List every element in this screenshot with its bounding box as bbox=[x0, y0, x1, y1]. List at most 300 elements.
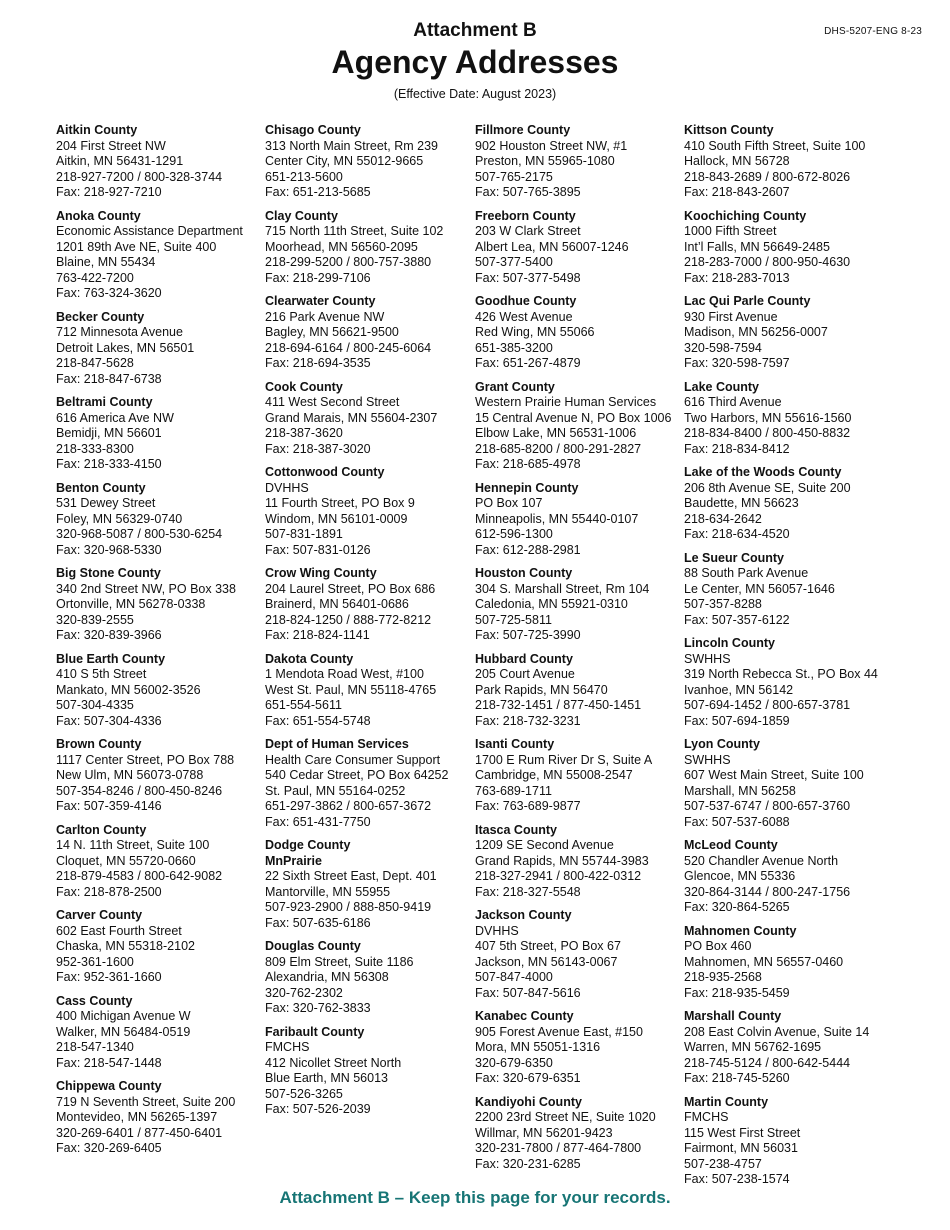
agency-detail-line: 218-547-1340 bbox=[56, 1040, 134, 1054]
agency-detail-line: Fax: 507-847-5616 bbox=[475, 985, 581, 1000]
agency-detail-line: 218-824-1250 / 888-772-8212 bbox=[265, 612, 432, 627]
agency-detail-line: 14 N. 11th Street, Suite 100 bbox=[56, 838, 210, 852]
agency-entry bbox=[265, 465, 503, 558]
agency-name: Chippewa County bbox=[56, 1079, 162, 1093]
agency-detail-line: Fax: 320-598-7597 bbox=[684, 356, 790, 370]
agency-entry bbox=[265, 1025, 503, 1118]
agency-detail-line: 763-422-7200 bbox=[56, 270, 134, 285]
address-column-1 bbox=[56, 123, 294, 1165]
agency-detail-line: 218-694-6164 / 800-245-6064 bbox=[265, 340, 432, 355]
agency-entry bbox=[56, 994, 294, 1072]
agency-detail-line: Fax: 651-554-5748 bbox=[265, 713, 371, 728]
agency-name: Koochiching County bbox=[684, 208, 807, 223]
page-title: Agency Addresses bbox=[331, 44, 619, 80]
agency-name: Aitkin County bbox=[56, 123, 138, 137]
agency-detail-line: Mora, MN 55051-1316 bbox=[475, 1040, 601, 1054]
agency-detail-line: 218-745-5124 / 800-642-5444 bbox=[684, 1055, 851, 1070]
agency-detail-line: Fax: 507-765-3895 bbox=[475, 185, 581, 199]
agency-detail-line: 218-834-8400 / 800-450-8832 bbox=[684, 426, 851, 440]
agency-detail-line: Fax: 320-968-5330 bbox=[56, 542, 162, 557]
attachment-label: Attachment B bbox=[413, 20, 537, 41]
agency-detail-line: Fax: 218-694-3535 bbox=[265, 356, 371, 370]
agency-name: Itasca County bbox=[475, 822, 557, 837]
agency-entry bbox=[475, 823, 713, 901]
agency-name: Marshall County bbox=[684, 1009, 782, 1023]
agency-entry bbox=[475, 652, 713, 730]
agency-detail-line: Fax: 320-864-5265 bbox=[684, 900, 790, 914]
agency-name: Lincoln County bbox=[684, 636, 775, 650]
agency-detail-line: 507-537-6747 / 800-657-3760 bbox=[684, 799, 851, 813]
agency-detail-line: Aitkin, MN 56431-1291 bbox=[56, 154, 184, 168]
agency-entry bbox=[684, 924, 922, 1002]
agency-detail-line: Fax: 218-547-1448 bbox=[56, 1055, 162, 1070]
agency-entry bbox=[475, 380, 713, 473]
agency-detail-line: 216 Park Avenue NW bbox=[265, 309, 385, 324]
agency-detail-line: 1 Mendota Road West, #100 bbox=[265, 667, 424, 681]
agency-detail-line: 411 West Second Street bbox=[265, 395, 400, 409]
agency-detail-line: Montevideo, MN 56265-1397 bbox=[56, 1110, 218, 1124]
agency-detail-line: Ivanhoe, MN 56142 bbox=[684, 682, 794, 697]
agency-detail-line: Chaska, MN 55318-2102 bbox=[56, 939, 195, 953]
agency-detail-line: DVHHS bbox=[475, 923, 519, 938]
agency-entry bbox=[56, 1079, 294, 1157]
agency-detail-line: Moorhead, MN 56560-2095 bbox=[265, 239, 418, 254]
agency-detail-line: Cloquet, MN 55720-0660 bbox=[56, 853, 196, 868]
agency-entry bbox=[684, 294, 922, 372]
agency-name: Hennepin County bbox=[475, 480, 579, 495]
agency-detail-line: Elbow Lake, MN 56531-1006 bbox=[475, 426, 637, 440]
agency-detail-line: 88 South Park Avenue bbox=[684, 566, 809, 580]
agency-entry bbox=[265, 566, 503, 644]
agency-detail-line: 507-694-1452 / 800-657-3781 bbox=[684, 698, 851, 712]
agency-detail-line: 320-864-3144 / 800-247-1756 bbox=[684, 884, 851, 899]
agency-detail-line: Preston, MN 55965-1080 bbox=[475, 154, 615, 168]
agency-detail-line: 400 Michigan Avenue W bbox=[56, 1009, 191, 1023]
agency-detail-line: Fax: 218-847-6738 bbox=[56, 371, 162, 386]
agency-detail-line: 218-283-7000 / 800-950-4630 bbox=[684, 255, 851, 269]
agency-detail-line: Fax: 218-299-7106 bbox=[265, 270, 371, 285]
agency-detail-line: SWHHS bbox=[684, 752, 731, 767]
agency-detail-line: 218-935-2568 bbox=[684, 970, 762, 984]
agency-detail-line: 1000 Fifth Street bbox=[684, 224, 777, 238]
agency-detail-line: 607 West Main Street, Suite 100 bbox=[684, 768, 864, 782]
agency-detail-line: Fax: 218-834-8412 bbox=[684, 441, 790, 456]
agency-detail-line: Int’l Falls, MN 56649-2485 bbox=[684, 239, 830, 254]
agency-detail-line: Fax: 218-333-4150 bbox=[56, 457, 162, 471]
agency-detail-line: 507-725-5811 bbox=[475, 612, 552, 627]
agency-detail-line: 540 Cedar Street, PO Box 64252 bbox=[265, 768, 449, 782]
agency-name: Martin County bbox=[684, 1094, 769, 1109]
agency-detail-line: FMCHS bbox=[684, 1110, 729, 1124]
agency-name: Crow Wing County bbox=[265, 566, 377, 580]
agency-detail-line: 11 Fourth Street, PO Box 9 bbox=[265, 496, 415, 510]
agency-name: Anoka County bbox=[56, 208, 141, 223]
agency-entry bbox=[56, 395, 294, 473]
agency-detail-line: 507-847-4000 bbox=[475, 970, 553, 984]
agency-name: Faribault County bbox=[265, 1024, 365, 1039]
agency-detail-line: Western Prairie Human Services bbox=[475, 395, 657, 409]
agency-detail-line: 1209 SE Second Avenue bbox=[475, 838, 614, 852]
agency-detail-line: Marshall, MN 56258 bbox=[684, 783, 796, 798]
agency-detail-line: 507-357-8288 bbox=[684, 597, 762, 611]
agency-detail-line: New Ulm, MN 56073-0788 bbox=[56, 768, 204, 782]
agency-detail-line: Walker, MN 56484-0519 bbox=[56, 1024, 191, 1039]
agency-entry bbox=[684, 636, 922, 729]
agency-detail-line: 218-299-5200 / 800-757-3880 bbox=[265, 255, 432, 269]
agency-detail-line: 651-297-3862 / 800-657-3672 bbox=[265, 799, 432, 813]
agency-detail-line: Fax: 763-689-9877 bbox=[475, 799, 581, 813]
page-header bbox=[0, 20, 950, 103]
agency-detail-line: Fax: 952-361-1660 bbox=[56, 970, 162, 984]
agency-name: Clearwater County bbox=[265, 294, 376, 308]
agency-entry bbox=[475, 481, 713, 559]
address-column-4 bbox=[684, 123, 922, 1196]
agency-detail-line: 507-765-2175 bbox=[475, 169, 553, 184]
agency-detail-line: Fax: 218-843-2607 bbox=[684, 185, 790, 199]
agency-detail-line: 218-879-4583 / 800-642-9082 bbox=[56, 869, 223, 883]
agency-detail-line: 507-831-1891 bbox=[265, 527, 343, 541]
agency-detail-line: Le Center, MN 56057-1646 bbox=[684, 581, 835, 596]
agency-detail-line: 320-762-2302 bbox=[265, 985, 343, 1000]
agency-detail-line: 320-231-7800 / 877-464-7800 bbox=[475, 1141, 642, 1155]
agency-detail-line: Grand Rapids, MN 55744-3983 bbox=[475, 853, 649, 868]
agency-detail-line: Fax: 763-324-3620 bbox=[56, 286, 162, 300]
agency-detail-line: Willmar, MN 56201-9423 bbox=[475, 1125, 613, 1140]
agency-name: Clay County bbox=[265, 208, 338, 223]
agency-detail-line: Bagley, MN 56621-9500 bbox=[265, 325, 399, 339]
agency-detail-line: 340 2nd Street NW, PO Box 338 bbox=[56, 581, 236, 596]
agency-detail-line: Fax: 507-694-1859 bbox=[684, 713, 790, 728]
agency-detail-line: Fax: 218-745-5260 bbox=[684, 1071, 790, 1085]
agency-entry bbox=[684, 465, 922, 543]
agency-detail-line: 218-387-3620 bbox=[265, 426, 343, 440]
agency-detail-line: Caledonia, MN 55921-0310 bbox=[475, 597, 628, 611]
agency-name: Chisago County bbox=[265, 123, 361, 137]
agency-entry bbox=[56, 652, 294, 730]
agency-detail-line: Mantorville, MN 55955 bbox=[265, 884, 391, 899]
agency-detail-line: 616 America Ave NW bbox=[56, 410, 174, 425]
agency-entry bbox=[475, 123, 713, 201]
agency-detail-line: 218-847-5628 bbox=[56, 356, 134, 370]
agency-detail-line: 507-304-4335 bbox=[56, 698, 134, 712]
agency-detail-line: 218-927-7200 / 800-328-3744 bbox=[56, 169, 223, 184]
agency-detail-line: Fax: 507-526-2039 bbox=[265, 1102, 371, 1116]
agency-detail-line: 1700 E Rum River Dr S, Suite A bbox=[475, 752, 653, 767]
agency-name: Blue Earth County bbox=[56, 651, 166, 666]
agency-detail-line: FMCHS bbox=[265, 1040, 310, 1054]
agency-detail-line: Fax: 218-732-3231 bbox=[475, 713, 581, 728]
agency-detail-line: DVHHS bbox=[265, 480, 309, 495]
agency-detail-line: 612-596-1300 bbox=[475, 527, 553, 541]
agency-detail-line: 218-732-1451 / 877-450-1451 bbox=[475, 698, 642, 712]
agency-entry bbox=[56, 566, 294, 644]
agency-detail-line: 410 South Fifth Street, Suite 100 bbox=[684, 138, 866, 153]
agency-name: Dept of Human Services bbox=[265, 737, 409, 751]
agency-detail-line: 320-598-7594 bbox=[684, 340, 762, 355]
agency-detail-line: Cambridge, MN 55008-2547 bbox=[475, 768, 633, 782]
agency-detail-line: Madison, MN 56256-0007 bbox=[684, 325, 828, 339]
agency-detail-line: 412 Nicollet Street North bbox=[265, 1055, 402, 1070]
agency-detail-line: 1201 89th Ave NE, Suite 400 bbox=[56, 239, 217, 254]
agency-detail-line: 15 Central Avenue N, PO Box 1006 bbox=[475, 410, 672, 425]
agency-detail-line: 507-238-4757 bbox=[684, 1156, 762, 1171]
agency-entry bbox=[684, 209, 922, 287]
agency-detail-line: Albert Lea, MN 56007-1246 bbox=[475, 239, 629, 254]
agency-detail-line: Fax: 507-831-0126 bbox=[265, 542, 371, 557]
agency-detail-line: Center City, MN 55012-9665 bbox=[265, 154, 424, 168]
agency-detail-line: Fax: 507-304-4336 bbox=[56, 713, 162, 728]
agency-detail-line: 520 Chandler Avenue North bbox=[684, 853, 839, 868]
agency-detail-line: Ortonville, MN 56278-0338 bbox=[56, 597, 206, 611]
agency-entry bbox=[56, 908, 294, 986]
agency-detail-line: Fax: 218-634-4520 bbox=[684, 527, 790, 541]
agency-detail-line: Glencoe, MN 55336 bbox=[684, 869, 796, 883]
agency-detail-line: 651-385-3200 bbox=[475, 340, 553, 355]
agency-detail-line: Detroit Lakes, MN 56501 bbox=[56, 340, 195, 355]
agency-detail-line: 320-839-2555 bbox=[56, 612, 134, 627]
agency-detail-line: Red Wing, MN 55066 bbox=[475, 325, 595, 339]
agency-entry bbox=[56, 823, 294, 901]
agency-detail-line: 602 East Fourth Street bbox=[56, 923, 182, 938]
agency-entry bbox=[684, 1009, 922, 1087]
agency-name: Hubbard County bbox=[475, 651, 573, 666]
agency-detail-line: 531 Dewey Street bbox=[56, 496, 156, 510]
agency-name: Houston County bbox=[475, 566, 573, 580]
agency-detail-line: Fax: 320-679-6351 bbox=[475, 1071, 581, 1085]
agency-detail-line: 1117 Center Street, PO Box 788 bbox=[56, 752, 235, 767]
agency-detail-line: PO Box 107 bbox=[475, 496, 543, 510]
agency-detail-line: 712 Minnesota Avenue bbox=[56, 325, 183, 339]
agency-detail-line: 204 First Street NW bbox=[56, 138, 166, 153]
agency-detail-line: 2200 23rd Street NE, Suite 1020 bbox=[475, 1110, 656, 1124]
agency-detail-line: 205 Court Avenue bbox=[475, 667, 575, 681]
agency-detail-line: Mahnomen, MN 56557-0460 bbox=[684, 954, 844, 969]
agency-detail-line: 218-843-2689 / 800-672-8026 bbox=[684, 169, 851, 184]
agency-detail-line: Fax: 320-762-3833 bbox=[265, 1001, 371, 1015]
agency-name: Cook County bbox=[265, 379, 343, 394]
agency-entry bbox=[56, 209, 294, 302]
agency-detail-line: 905 Forest Avenue East, #150 bbox=[475, 1024, 643, 1039]
agency-detail-line: Fax: 507-359-4146 bbox=[56, 799, 162, 813]
agency-detail-line: 507-377-5400 bbox=[475, 255, 553, 269]
agency-entry bbox=[475, 908, 713, 1001]
agency-name: Le Sueur County bbox=[684, 550, 785, 565]
agency-name: Big Stone County bbox=[56, 566, 161, 580]
agency-detail-line: 407 5th Street, PO Box 67 bbox=[475, 939, 621, 953]
agency-name: Dakota County bbox=[265, 651, 354, 666]
agency-detail-line: Fax: 507-537-6088 bbox=[684, 814, 790, 829]
agency-detail-line: 320-679-6350 bbox=[475, 1055, 553, 1070]
agency-entry bbox=[265, 652, 503, 730]
agency-entry bbox=[684, 1095, 922, 1188]
agency-detail-line: Jackson, MN 56143-0067 bbox=[475, 954, 618, 969]
agency-name: Kittson County bbox=[684, 123, 774, 137]
agency-detail-line: St. Paul, MN 55164-0252 bbox=[265, 783, 406, 798]
address-column-3 bbox=[475, 123, 713, 1180]
agency-detail-line: Fax: 218-327-5548 bbox=[475, 884, 581, 899]
agency-detail-line: Fax: 218-387-3020 bbox=[265, 441, 371, 456]
agency-detail-line: Alexandria, MN 56308 bbox=[265, 970, 389, 984]
agency-detail-line: Fax: 218-283-7013 bbox=[684, 270, 790, 285]
agency-name: Carlton County bbox=[56, 822, 147, 837]
agency-name: Carver County bbox=[56, 908, 143, 922]
agency-entry bbox=[684, 123, 922, 201]
agency-detail-line: Fax: 651-267-4879 bbox=[475, 356, 581, 370]
agency-name: Isanti County bbox=[475, 737, 555, 751]
agency-name: Brown County bbox=[56, 737, 142, 751]
agency-name: MnPrairie bbox=[265, 853, 322, 868]
agency-name: Kandiyohi County bbox=[475, 1094, 582, 1109]
agency-detail-line: Blaine, MN 55434 bbox=[56, 255, 156, 269]
agency-name: Kanabec County bbox=[475, 1009, 574, 1023]
agency-entry bbox=[475, 1009, 713, 1087]
agency-detail-line: 218-685-8200 / 800-291-2827 bbox=[475, 441, 642, 456]
agency-entry bbox=[684, 551, 922, 629]
agency-detail-line: Blue Earth, MN 56013 bbox=[265, 1071, 388, 1085]
agency-detail-line: Brainerd, MN 56401-0686 bbox=[265, 597, 409, 611]
agency-name: Freeborn County bbox=[475, 208, 576, 223]
agency-name: Beltrami County bbox=[56, 395, 153, 409]
agency-entry bbox=[56, 310, 294, 388]
agency-detail-line: Fax: 507-357-6122 bbox=[684, 612, 790, 627]
agency-detail-line: 616 Third Avenue bbox=[684, 395, 782, 409]
agency-detail-line: PO Box 460 bbox=[684, 939, 752, 953]
agency-detail-line: Baudette, MN 56623 bbox=[684, 496, 799, 510]
agency-detail-line: Windom, MN 56101-0009 bbox=[265, 511, 408, 526]
agency-entry bbox=[684, 838, 922, 916]
agency-detail-line: 206 8th Avenue SE, Suite 200 bbox=[684, 480, 851, 495]
agency-name: Becker County bbox=[56, 309, 145, 324]
agency-detail-line: 410 S 5th Street bbox=[56, 667, 147, 681]
agency-name: Lac Qui Parle County bbox=[684, 294, 811, 308]
agency-detail-line: 319 North Rebecca St., PO Box 44 bbox=[684, 667, 878, 681]
agency-detail-line: Fax: 651-213-5685 bbox=[265, 185, 371, 199]
agency-detail-line: 320-269-6401 / 877-450-6401 bbox=[56, 1125, 223, 1140]
agency-detail-line: Hallock, MN 56728 bbox=[684, 154, 790, 168]
agency-detail-line: 507-526-3265 bbox=[265, 1086, 343, 1101]
agency-detail-line: Minneapolis, MN 55440-0107 bbox=[475, 511, 639, 526]
agency-detail-line: 218-327-2941 / 800-422-0312 bbox=[475, 869, 642, 883]
agency-detail-line: Fax: 507-238-1574 bbox=[684, 1172, 790, 1186]
agency-detail-line: 426 West Avenue bbox=[475, 309, 573, 324]
agency-name: Cass County bbox=[56, 993, 133, 1008]
agency-detail-line: 507-923-2900 / 888-850-9419 bbox=[265, 900, 432, 914]
agency-detail-line: 208 East Colvin Avenue, Suite 14 bbox=[684, 1024, 870, 1039]
agency-detail-line: 204 Laurel Street, PO Box 686 bbox=[265, 581, 436, 596]
agency-detail-line: Fax: 507-377-5498 bbox=[475, 270, 581, 285]
form-id: DHS-5207-ENG 8-23 bbox=[824, 26, 922, 37]
agency-entry bbox=[475, 737, 713, 815]
agency-detail-line: Fax: 507-635-6186 bbox=[265, 915, 371, 930]
agency-name: Cottonwood County bbox=[265, 465, 385, 479]
agency-entry bbox=[475, 566, 713, 644]
agency-name: Grant County bbox=[475, 379, 555, 394]
agency-detail-line: Fax: 651-431-7750 bbox=[265, 814, 371, 829]
agency-detail-line: 902 Houston Street NW, #1 bbox=[475, 138, 628, 153]
agency-detail-line: Warren, MN 56762-1695 bbox=[684, 1040, 822, 1054]
agency-detail-line: Fax: 218-935-5459 bbox=[684, 985, 790, 1000]
agency-detail-line: Park Rapids, MN 56470 bbox=[475, 682, 608, 697]
agency-detail-line: Fax: 507-725-3990 bbox=[475, 628, 581, 642]
agency-detail-line: 715 North 11th Street, Suite 102 bbox=[265, 224, 444, 238]
agency-detail-line: 719 N Seventh Street, Suite 200 bbox=[56, 1094, 236, 1109]
agency-entry bbox=[475, 209, 713, 287]
agency-entry bbox=[684, 737, 922, 830]
agency-detail-line: 809 Elm Street, Suite 1186 bbox=[265, 954, 414, 969]
agency-detail-line: 763-689-1711 bbox=[475, 783, 552, 798]
agency-name: Goodhue County bbox=[475, 294, 577, 308]
footer-note: Attachment B – Keep this page for your records. bbox=[279, 1188, 671, 1207]
agency-entry bbox=[56, 123, 294, 201]
agency-detail-line: Foley, MN 56329-0740 bbox=[56, 511, 183, 526]
agency-detail-line: 507-354-8246 / 800-450-8246 bbox=[56, 783, 223, 798]
agency-entry bbox=[265, 737, 503, 830]
agency-detail-line: Fax: 320-231-6285 bbox=[475, 1156, 581, 1171]
agency-entry bbox=[265, 380, 503, 458]
agency-detail-line: Fax: 612-288-2981 bbox=[475, 542, 581, 557]
agency-detail-line: 203 W Clark Street bbox=[475, 224, 581, 238]
agency-detail-line: Fax: 218-685-4978 bbox=[475, 457, 581, 471]
agency-detail-line: SWHHS bbox=[684, 651, 731, 666]
agency-detail-line: 320-968-5087 / 800-530-6254 bbox=[56, 527, 223, 541]
agency-entry bbox=[684, 380, 922, 458]
agency-detail-line: 304 S. Marshall Street, Rm 104 bbox=[475, 581, 650, 596]
agency-name: Fillmore County bbox=[475, 123, 571, 137]
agency-name: Jackson County bbox=[475, 908, 572, 922]
agency-detail-line: Bemidji, MN 56601 bbox=[56, 426, 162, 440]
agency-detail-line: Fax: 320-269-6405 bbox=[56, 1141, 162, 1155]
agency-name: Lyon County bbox=[684, 737, 760, 751]
agency-name: Dodge County bbox=[265, 838, 351, 852]
agency-detail-line: Two Harbors, MN 55616-1560 bbox=[684, 410, 852, 425]
agency-name: McLeod County bbox=[684, 838, 778, 852]
agency-entry bbox=[56, 481, 294, 559]
effective-date: (Effective Date: August 2023) bbox=[393, 87, 557, 101]
agency-entry bbox=[265, 294, 503, 372]
agency-detail-line: Fax: 218-927-7210 bbox=[56, 185, 162, 199]
agency-name: Lake County bbox=[684, 379, 760, 394]
agency-detail-line: Economic Assistance Department bbox=[56, 224, 243, 238]
agency-detail-line: 22 Sixth Street East, Dept. 401 bbox=[265, 869, 437, 883]
agency-detail-line: Fax: 320-839-3966 bbox=[56, 628, 162, 642]
agency-name: Benton County bbox=[56, 480, 146, 495]
agency-detail-line: Fax: 218-878-2500 bbox=[56, 884, 162, 899]
agency-name: Lake of the Woods County bbox=[684, 465, 842, 479]
agency-entry bbox=[475, 1095, 713, 1173]
agency-name: Douglas County bbox=[265, 939, 361, 953]
agency-entry bbox=[475, 294, 713, 372]
agency-detail-line: Fairmont, MN 56031 bbox=[684, 1141, 798, 1155]
agency-detail-line: Mankato, MN 56002-3526 bbox=[56, 682, 201, 697]
agency-detail-line: 952-361-1600 bbox=[56, 954, 134, 969]
agency-entry bbox=[56, 737, 294, 815]
agency-detail-line: 651-554-5611 bbox=[265, 698, 342, 712]
agency-detail-line: West St. Paul, MN 55118-4765 bbox=[265, 682, 437, 697]
agency-detail-line: Grand Marais, MN 55604-2307 bbox=[265, 410, 438, 425]
agency-detail-line: 218-333-8300 bbox=[56, 441, 134, 456]
agency-entry bbox=[265, 123, 503, 201]
agency-detail-line: 115 West First Street bbox=[684, 1125, 801, 1140]
agency-detail-line: Health Care Consumer Support bbox=[265, 752, 441, 767]
agency-entry bbox=[265, 209, 503, 287]
agency-detail-line: 218-634-2642 bbox=[684, 511, 762, 526]
agency-detail-line: 651-213-5600 bbox=[265, 169, 343, 184]
agency-detail-line: 313 North Main Street, Rm 239 bbox=[265, 138, 438, 153]
agency-detail-line: Fax: 218-824-1141 bbox=[265, 628, 370, 642]
agency-detail-line: 930 First Avenue bbox=[684, 309, 778, 324]
agency-entry bbox=[265, 939, 503, 1017]
agency-entry bbox=[265, 838, 503, 931]
